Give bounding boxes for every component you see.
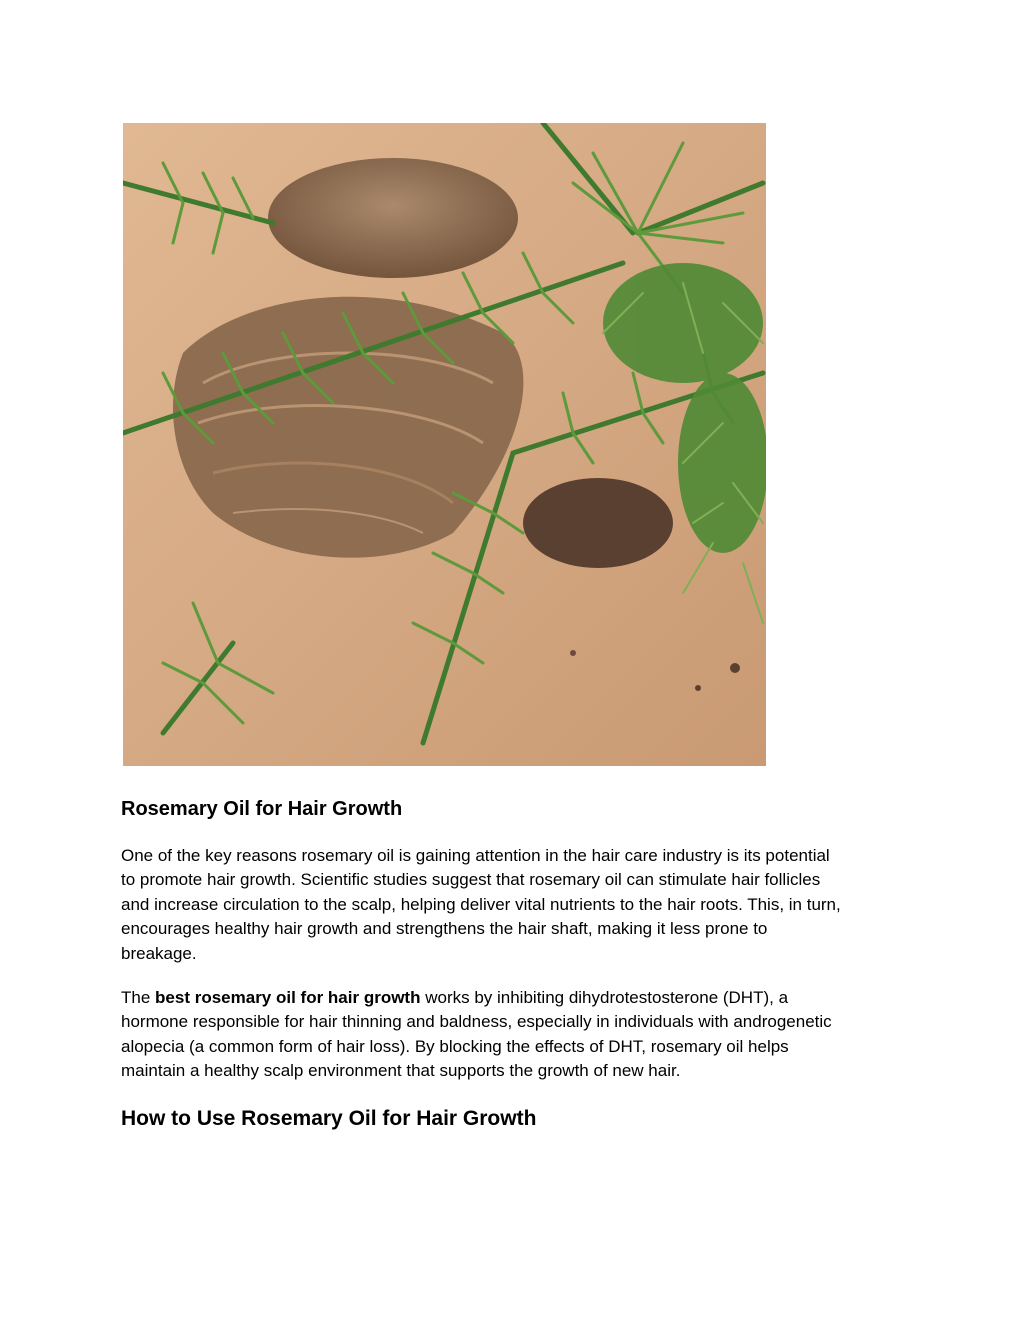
paragraph-line: breakage.: [121, 943, 197, 963]
paragraph-line: hormone responsible for hair thinning and baldness, especially in individuals with androgenetic: [121, 1012, 832, 1032]
bold-phrase-link: best rosemary oil for hair growth: [155, 988, 421, 1007]
paragraph-key-reasons: [121, 844, 921, 966]
section-heading-how-to-use: How to Use Rosemary Oil for Hair Growth: [121, 1107, 537, 1130]
paragraph-dht: [121, 986, 921, 1084]
paragraph-line: and increase circulation to the scalp, helping deliver vital nutrients to the hair roots. This, in turn,: [121, 894, 841, 914]
rosemary-hair-image: [123, 123, 766, 766]
paragraph-line: [121, 986, 921, 1010]
paragraph-line: maintain a healthy scalp environment that supports the growth of new hair.: [121, 1061, 681, 1081]
rosemary-hair-photo-icon: [123, 123, 766, 766]
paragraph-suffix: works by inhibiting dihydrotestosterone (DHT), a: [420, 988, 789, 1007]
paragraph-prefix: The: [121, 988, 156, 1007]
paragraph-line: encourages healthy hair growth and strengthens the hair shaft, making it less prone to: [121, 919, 768, 939]
paragraph-line: alopecia (a common form of hair loss). By blocking the effects of DHT, rosemary oil helps: [121, 1036, 789, 1056]
paragraph-line: One of the key reasons rosemary oil is gaining attention in the hair care industry is its potential: [121, 846, 830, 865]
paragraph-line: to promote hair growth. Scientific studies suggest that rosemary oil can stimulate hair follicles: [121, 870, 821, 890]
section-heading-rosemary-oil: Rosemary Oil for Hair Growth: [121, 798, 403, 820]
